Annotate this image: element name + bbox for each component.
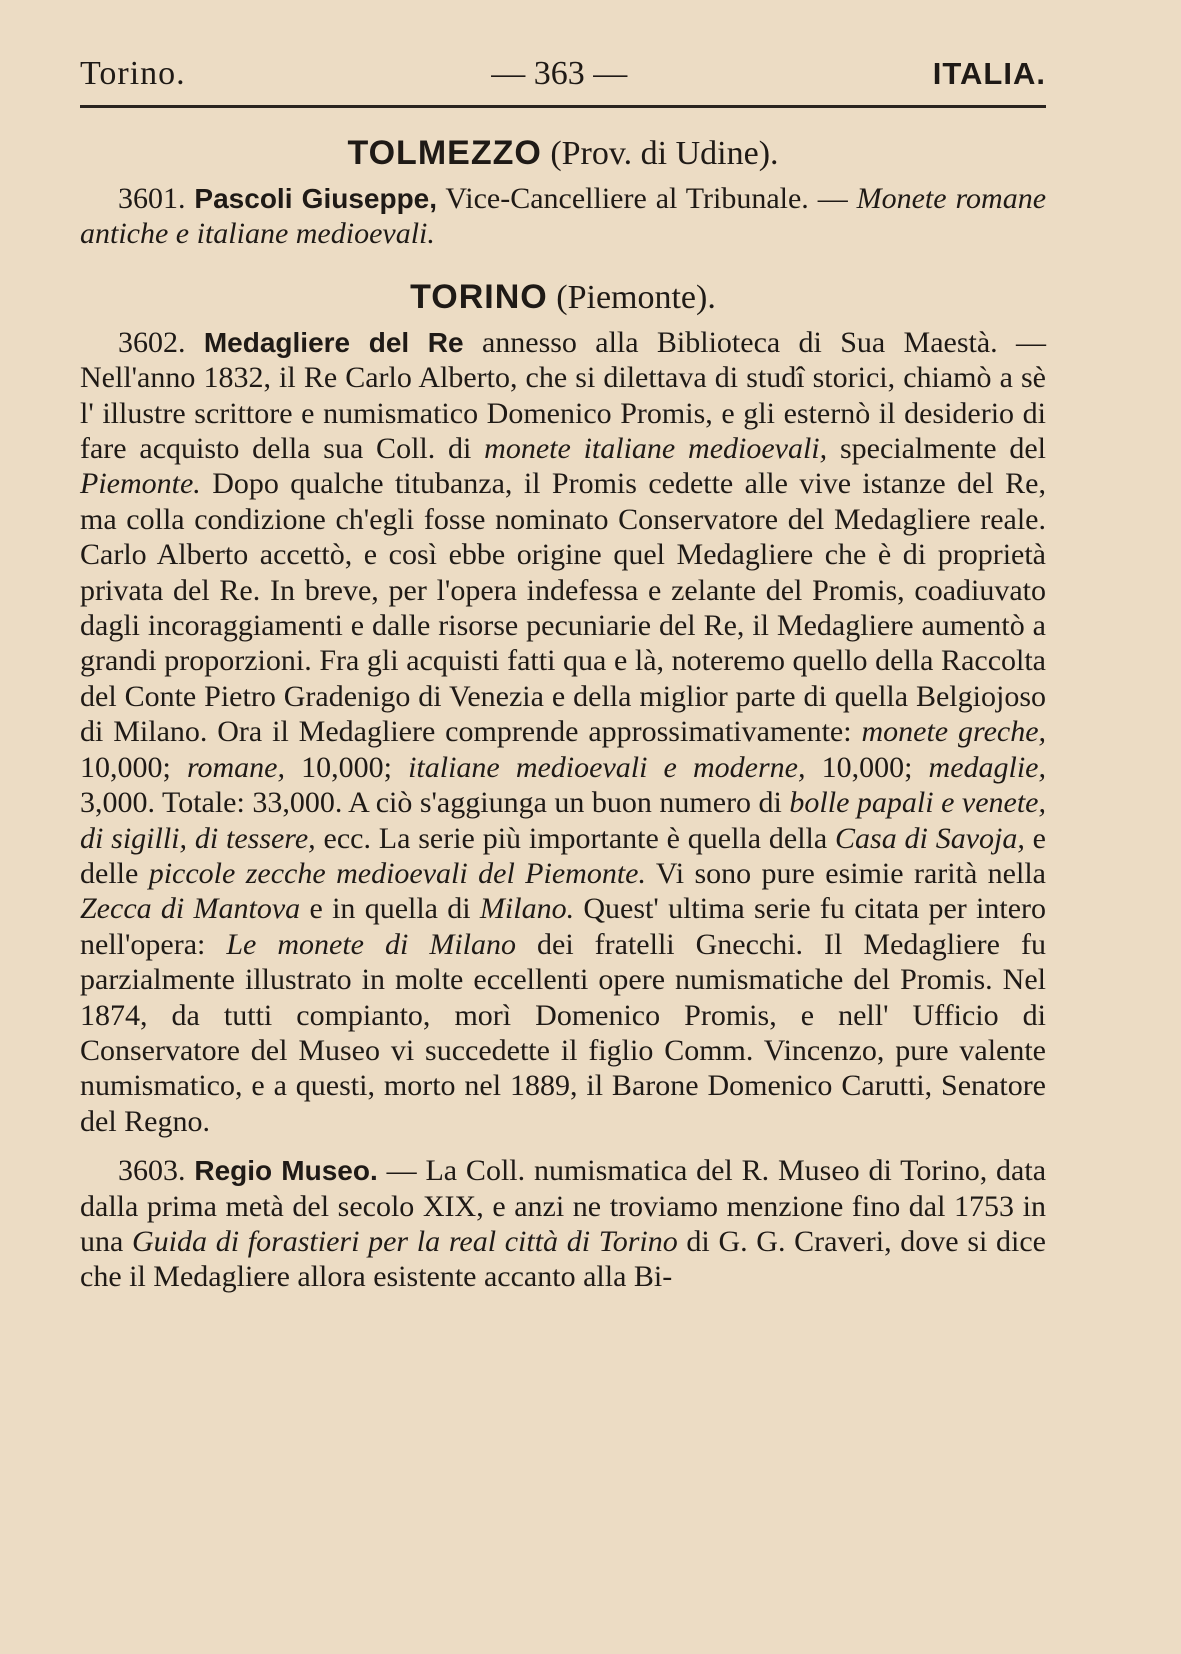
entry-name: Medagliere del Re bbox=[203, 326, 464, 358]
body-text: ecc. La serie più importante è quella della bbox=[315, 821, 836, 855]
running-head-city: Torino. bbox=[80, 55, 186, 92]
italic-text: Piemonte. bbox=[80, 467, 201, 501]
italic-text: medaglie, bbox=[928, 750, 1046, 784]
body-text: 10,000; bbox=[285, 750, 409, 784]
entry-3603 bbox=[80, 1153, 1046, 1295]
italic-text: Monete romane antiche e italiane medioevali. bbox=[80, 182, 1047, 251]
italic-text: italiane medioevali e moderne, bbox=[408, 750, 806, 784]
entry-name: Pascoli Giuseppe, bbox=[194, 183, 438, 214]
body-text: Quest' ultima serie fu citata per intero nell'opera: bbox=[80, 892, 1047, 961]
page-number: — 363 — bbox=[491, 55, 628, 92]
body-text: e delle bbox=[80, 821, 1046, 890]
italic-text: Milano. bbox=[479, 892, 575, 926]
body-text: Vice-Cancelliere al Tribunale. — bbox=[437, 182, 857, 215]
italic-text: monete greche, bbox=[861, 715, 1047, 749]
italic-text: Guida di forastieri per la real città di Torino bbox=[132, 1224, 678, 1258]
section-region: (Prov. di Udine). bbox=[541, 135, 779, 172]
body-text: dei fratelli Gnecchi. Il Medagliere fu parzialmente illustrato in molte eccellenti opere numismatiche del Promis. Nel 1874, da tutti compianto, morì Domenico Promis, e nell' Ufficio di Conservatore del Museo vi succedette il figlio Comm. Vincenzo, pure valente numismatico, e a questi, morto nel 1889, il Barone Domenico Carutti, Senatore del Regno. bbox=[80, 927, 1046, 1138]
body-text: — La Coll. numismatica del R. Museo di Torino, data dalla prima metà del secolo XIX, e anzi ne troviamo menzione fino dal 1753 in una bbox=[80, 1154, 1047, 1258]
entry-body bbox=[80, 326, 1046, 1138]
section-heading-torino bbox=[80, 276, 1046, 319]
section-heading-tolmezzo bbox=[80, 132, 1046, 175]
entry-3602 bbox=[80, 325, 1046, 1139]
body-text: 3,000. Totale: 33,000. A ciò s'aggiunga un buon numero di bbox=[80, 786, 790, 820]
running-head-country: ITALIA. bbox=[932, 56, 1046, 91]
italic-text: Zecca di Mantova bbox=[80, 892, 301, 926]
section-place: TOLMEZZO bbox=[347, 134, 542, 172]
entry-number: 3601. bbox=[118, 182, 186, 215]
section-region: (Piemonte). bbox=[547, 278, 716, 316]
entry-number: 3603. bbox=[118, 1154, 186, 1188]
entry-number: 3602. bbox=[118, 325, 186, 359]
entry-3601 bbox=[80, 181, 1046, 252]
italic-text: Casa di Savoja, bbox=[835, 821, 1025, 855]
body-text: 10,000; bbox=[805, 750, 929, 784]
header-rule bbox=[80, 105, 1046, 108]
italic-text: piccole zecche medioevali del Piemonte. bbox=[148, 856, 646, 890]
section-place: TORINO bbox=[410, 277, 548, 316]
running-header bbox=[80, 48, 1046, 100]
body-text: e in quella di bbox=[300, 892, 480, 926]
italic-text: romane, bbox=[186, 750, 285, 784]
entry-name: Regio Museo. bbox=[194, 1155, 378, 1187]
book-page bbox=[80, 48, 1046, 1628]
italic-text: Le monete di Milano bbox=[226, 927, 516, 961]
body-text: di G. G. Craveri, dove si dice che il Medagliere allora esistente accanto alla Bi- bbox=[80, 1224, 1046, 1294]
body-text: Dopo qualche titubanza, il Promis cedette alle vive istanze del Re, ma colla condizione ch'egli fosse nominato Conservatore del Medagliere reale. Carlo Alberto accettò, e così ebbe origine quel Medagliere che è di proprietà privata del Re. In breve, per l'opera indefessa e zelante del Promis, coadiuvato dagli incoraggiamenti e dalle risorse pecuniarie del Re, il Medagliere aumentò a grandi proporzioni. Fra gli acquisti fatti qua e là, noteremo quello della Raccolta del Conte Pietro Gradenigo di Venezia e della miglior parte di quella Belgiojoso di Milano. Ora il Medagliere comprende approssimativamente: bbox=[80, 467, 1046, 749]
italic-text: monete italiane medioevali, bbox=[484, 432, 828, 466]
body-text: specialmente del bbox=[827, 432, 1046, 466]
italic-text: bolle papali e venete, di sigilli, di tessere, bbox=[80, 786, 1046, 855]
body-text: annesso alla Biblioteca di Sua Maestà. — Nell'anno 1832, il Re Carlo Alberto, che si dilettava di studî storici, chiamò a sè l' illustre scrittore e numismatico Domenico Promis, e gli esternò il desiderio di fare acquisto della sua Coll. di bbox=[80, 325, 1047, 466]
body-text: 10,000; bbox=[80, 750, 187, 784]
body-text: Vi sono pure esimie rarità nella bbox=[645, 856, 1046, 890]
